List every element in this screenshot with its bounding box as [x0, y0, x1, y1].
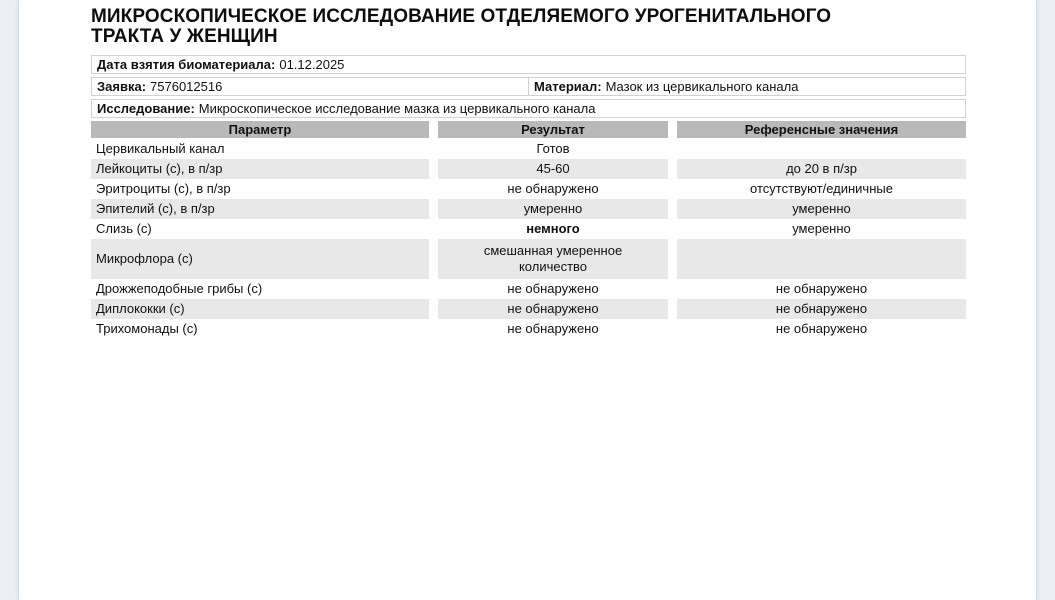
- cell-result-text: смешанная умеренное количество: [483, 243, 623, 274]
- column-gap: [429, 279, 438, 299]
- request-label: Заявка:: [97, 79, 147, 94]
- results-table: [91, 121, 966, 339]
- column-gap: [668, 199, 677, 219]
- report-content: [19, 0, 1038, 339]
- table-row: [91, 239, 966, 279]
- cell-reference: умеренно: [677, 199, 966, 219]
- column-gap: [668, 219, 677, 239]
- cell-parameter: Лейкоциты (с), в п/зр: [91, 159, 429, 179]
- biomaterial-date-box: [91, 55, 966, 74]
- column-gap: [429, 299, 438, 319]
- column-gap: [429, 199, 438, 219]
- table-row: [91, 199, 966, 219]
- cell-result: немного: [526, 221, 580, 236]
- column-gap: [429, 319, 438, 339]
- header-reference: Референсные значения: [677, 121, 966, 138]
- cell-result: не обнаружено: [507, 321, 599, 336]
- cell-parameter: Микрофлора (с): [91, 239, 429, 279]
- column-gap: [668, 239, 677, 279]
- cell-reference: [677, 139, 966, 159]
- table-row: [91, 219, 966, 239]
- cell-parameter: Эпителий (с), в п/зр: [91, 199, 429, 219]
- study-label: Исследование:: [97, 101, 195, 116]
- table-row: [91, 279, 966, 299]
- cell-reference: не обнаружено: [775, 281, 868, 296]
- table-row: [91, 179, 966, 199]
- column-gap: [429, 159, 438, 179]
- request-value: 7576012516: [150, 79, 223, 94]
- cell-parameter: Трихомонады (с): [96, 321, 198, 336]
- header-parameter: Параметр: [91, 121, 429, 138]
- column-gap: [429, 179, 438, 199]
- column-gap: [429, 219, 438, 239]
- document-page: [18, 0, 1037, 600]
- column-gap: [668, 159, 677, 179]
- column-gap: [668, 179, 677, 199]
- cell-parameter: Дрожжеподобные грибы (с): [96, 281, 263, 296]
- table-row: [91, 299, 966, 319]
- cell-reference: до 20 в п/зр: [677, 159, 966, 179]
- column-gap: [429, 239, 438, 279]
- cell-result: Готов: [536, 141, 570, 156]
- column-gap: [429, 121, 438, 138]
- cell-result: не обнаружено: [438, 299, 668, 319]
- cell-reference: не обнаружено: [677, 299, 966, 319]
- request-box: [91, 77, 528, 96]
- column-gap: [668, 319, 677, 339]
- column-gap: [668, 279, 677, 299]
- column-gap: [429, 139, 438, 159]
- table-row: [91, 139, 966, 159]
- cell-result: не обнаружено: [507, 281, 599, 296]
- cell-parameter: Диплококки (с): [91, 299, 429, 319]
- cell-parameter: Цервикальный канал: [96, 141, 225, 156]
- header-result: Результат: [438, 121, 668, 138]
- cell-parameter: Слизь (с): [96, 221, 152, 236]
- column-gap: [668, 139, 677, 159]
- biomaterial-date-label: Дата взятия биоматериала:: [97, 57, 276, 72]
- cell-reference: отсутствуют/единичные: [750, 181, 893, 196]
- table-row: [91, 159, 966, 179]
- table-header-row: [91, 121, 966, 138]
- column-gap: [668, 121, 677, 138]
- material-value: Мазок из цервикального канала: [605, 79, 799, 94]
- biomaterial-date-value: 01.12.2025: [279, 57, 345, 72]
- column-gap: [668, 299, 677, 319]
- cell-result: 45-60: [438, 159, 668, 179]
- cell-reference: не обнаружено: [775, 321, 868, 336]
- cell-parameter: Эритроциты (с), в п/зр: [96, 181, 231, 196]
- cell-result: [438, 239, 668, 279]
- page-title-line1: МИКРОСКОПИЧЕСКОЕ ИССЛЕДОВАНИЕ ОТДЕЛЯЕМОГО УРОГЕНИТАЛЬНОГО: [91, 6, 832, 27]
- table-row: [91, 319, 966, 339]
- study-box: [91, 99, 966, 118]
- cell-result: не обнаружено: [507, 181, 599, 196]
- request-material-row: [91, 77, 966, 96]
- page-title-line2: ТРАКТА У ЖЕНЩИН: [91, 26, 278, 47]
- material-box: [528, 77, 966, 96]
- page-title: [91, 7, 966, 47]
- material-label: Материал:: [534, 79, 602, 94]
- cell-reference: [677, 239, 966, 279]
- study-value: Микроскопическое исследование мазка из цервикального канала: [198, 101, 596, 116]
- cell-reference: умеренно: [792, 221, 851, 236]
- cell-result: умеренно: [438, 199, 668, 219]
